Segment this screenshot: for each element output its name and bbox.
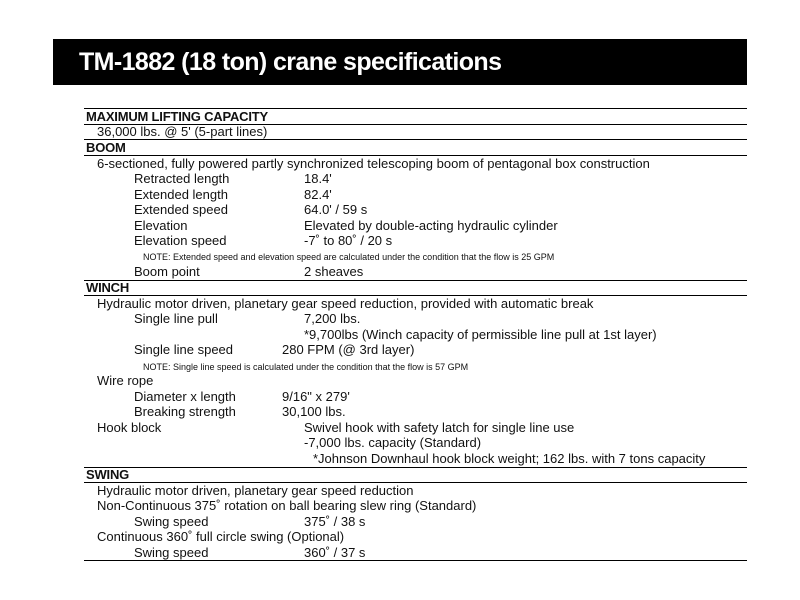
swing-speed-value: 375˚ / 38 s [304,514,366,529]
boom-point-value: 2 sheaves [304,264,364,279]
boom-row-label: Extended speed [134,202,228,217]
boom-description: 6-sectioned, fully powered partly synchronized telescoping boom of pentagonal box construction [97,156,650,171]
boom-row-label: Elevation [134,218,188,233]
max-lifting-value: 36,000 lbs. @ 5' (5-part lines) [97,124,268,139]
boom-row-value: 64.0' / 59 s [304,202,368,217]
hook-block-note: *Johnson Downhaul hook block weight; 162 lbs. with 7 tons capacity [313,451,706,466]
wire-rope-label: Wire rope [97,373,154,388]
swing-speed-label: Swing speed [134,514,209,529]
single-line-pull-value-2: *9,700lbs (Winch capacity of permissible line pull at 1st layer) [304,327,657,342]
section-heading-max-lifting: MAXIMUM LIFTING CAPACITY [86,109,268,124]
divider [84,467,747,468]
swing-continuous: Continuous 360˚ full circle swing (Optional) [97,529,345,544]
single-line-speed-value: 280 FPM (@ 3rd layer) [282,342,415,357]
swing-speed-value: 360˚ / 37 s [304,545,366,560]
section-heading-boom: BOOM [86,140,126,155]
swing-description: Hydraulic motor driven, planetary gear speed reduction [97,483,414,498]
boom-row-value: -7˚ to 80˚ / 20 s [304,233,393,248]
section-heading-winch: WINCH [86,280,130,295]
wire-rope-row-value: 30,100 lbs. [282,404,346,419]
hook-block-label: Hook block [97,420,162,435]
swing-non-continuous: Non-Continuous 375˚ rotation on ball bearing slew ring (Standard) [97,498,477,513]
winch-description: Hydraulic motor driven, planetary gear speed reduction, provided with automatic break [97,296,594,311]
wire-rope-row-label: Breaking strength [134,404,236,419]
hook-block-value: Swivel hook with safety latch for single line use [304,420,575,435]
divider [84,280,747,281]
boom-row-label: Elevation speed [134,233,227,248]
boom-note: NOTE: Extended speed and elevation speed are calculated under the condition that the flow is 25 GPM [143,252,555,262]
boom-row-value: Elevated by double-acting hydraulic cylinder [304,218,558,233]
hook-block-capacity: -7,000 lbs. capacity (Standard) [304,435,482,450]
winch-note: NOTE: Single line speed is calculated under the condition that the flow is 57 GPM [143,362,469,372]
single-line-speed-label: Single line speed [134,342,234,357]
single-line-pull-label: Single line pull [134,311,218,326]
page-title: TM-1882 (18 ton) crane specifications [53,39,747,85]
wire-rope-row-label: Diameter x length [134,389,236,404]
swing-speed-label: Swing speed [134,545,209,560]
boom-row-label: Retracted length [134,171,230,186]
boom-row-value: 18.4' [304,171,332,186]
boom-point-label: Boom point [134,264,200,279]
boom-row-label: Extended length [134,187,228,202]
single-line-pull-value: 7,200 lbs. [304,311,361,326]
wire-rope-row-value: 9/16" x 279' [282,389,350,404]
section-heading-swing: SWING [86,467,130,482]
boom-row-value: 82.4' [304,187,332,202]
